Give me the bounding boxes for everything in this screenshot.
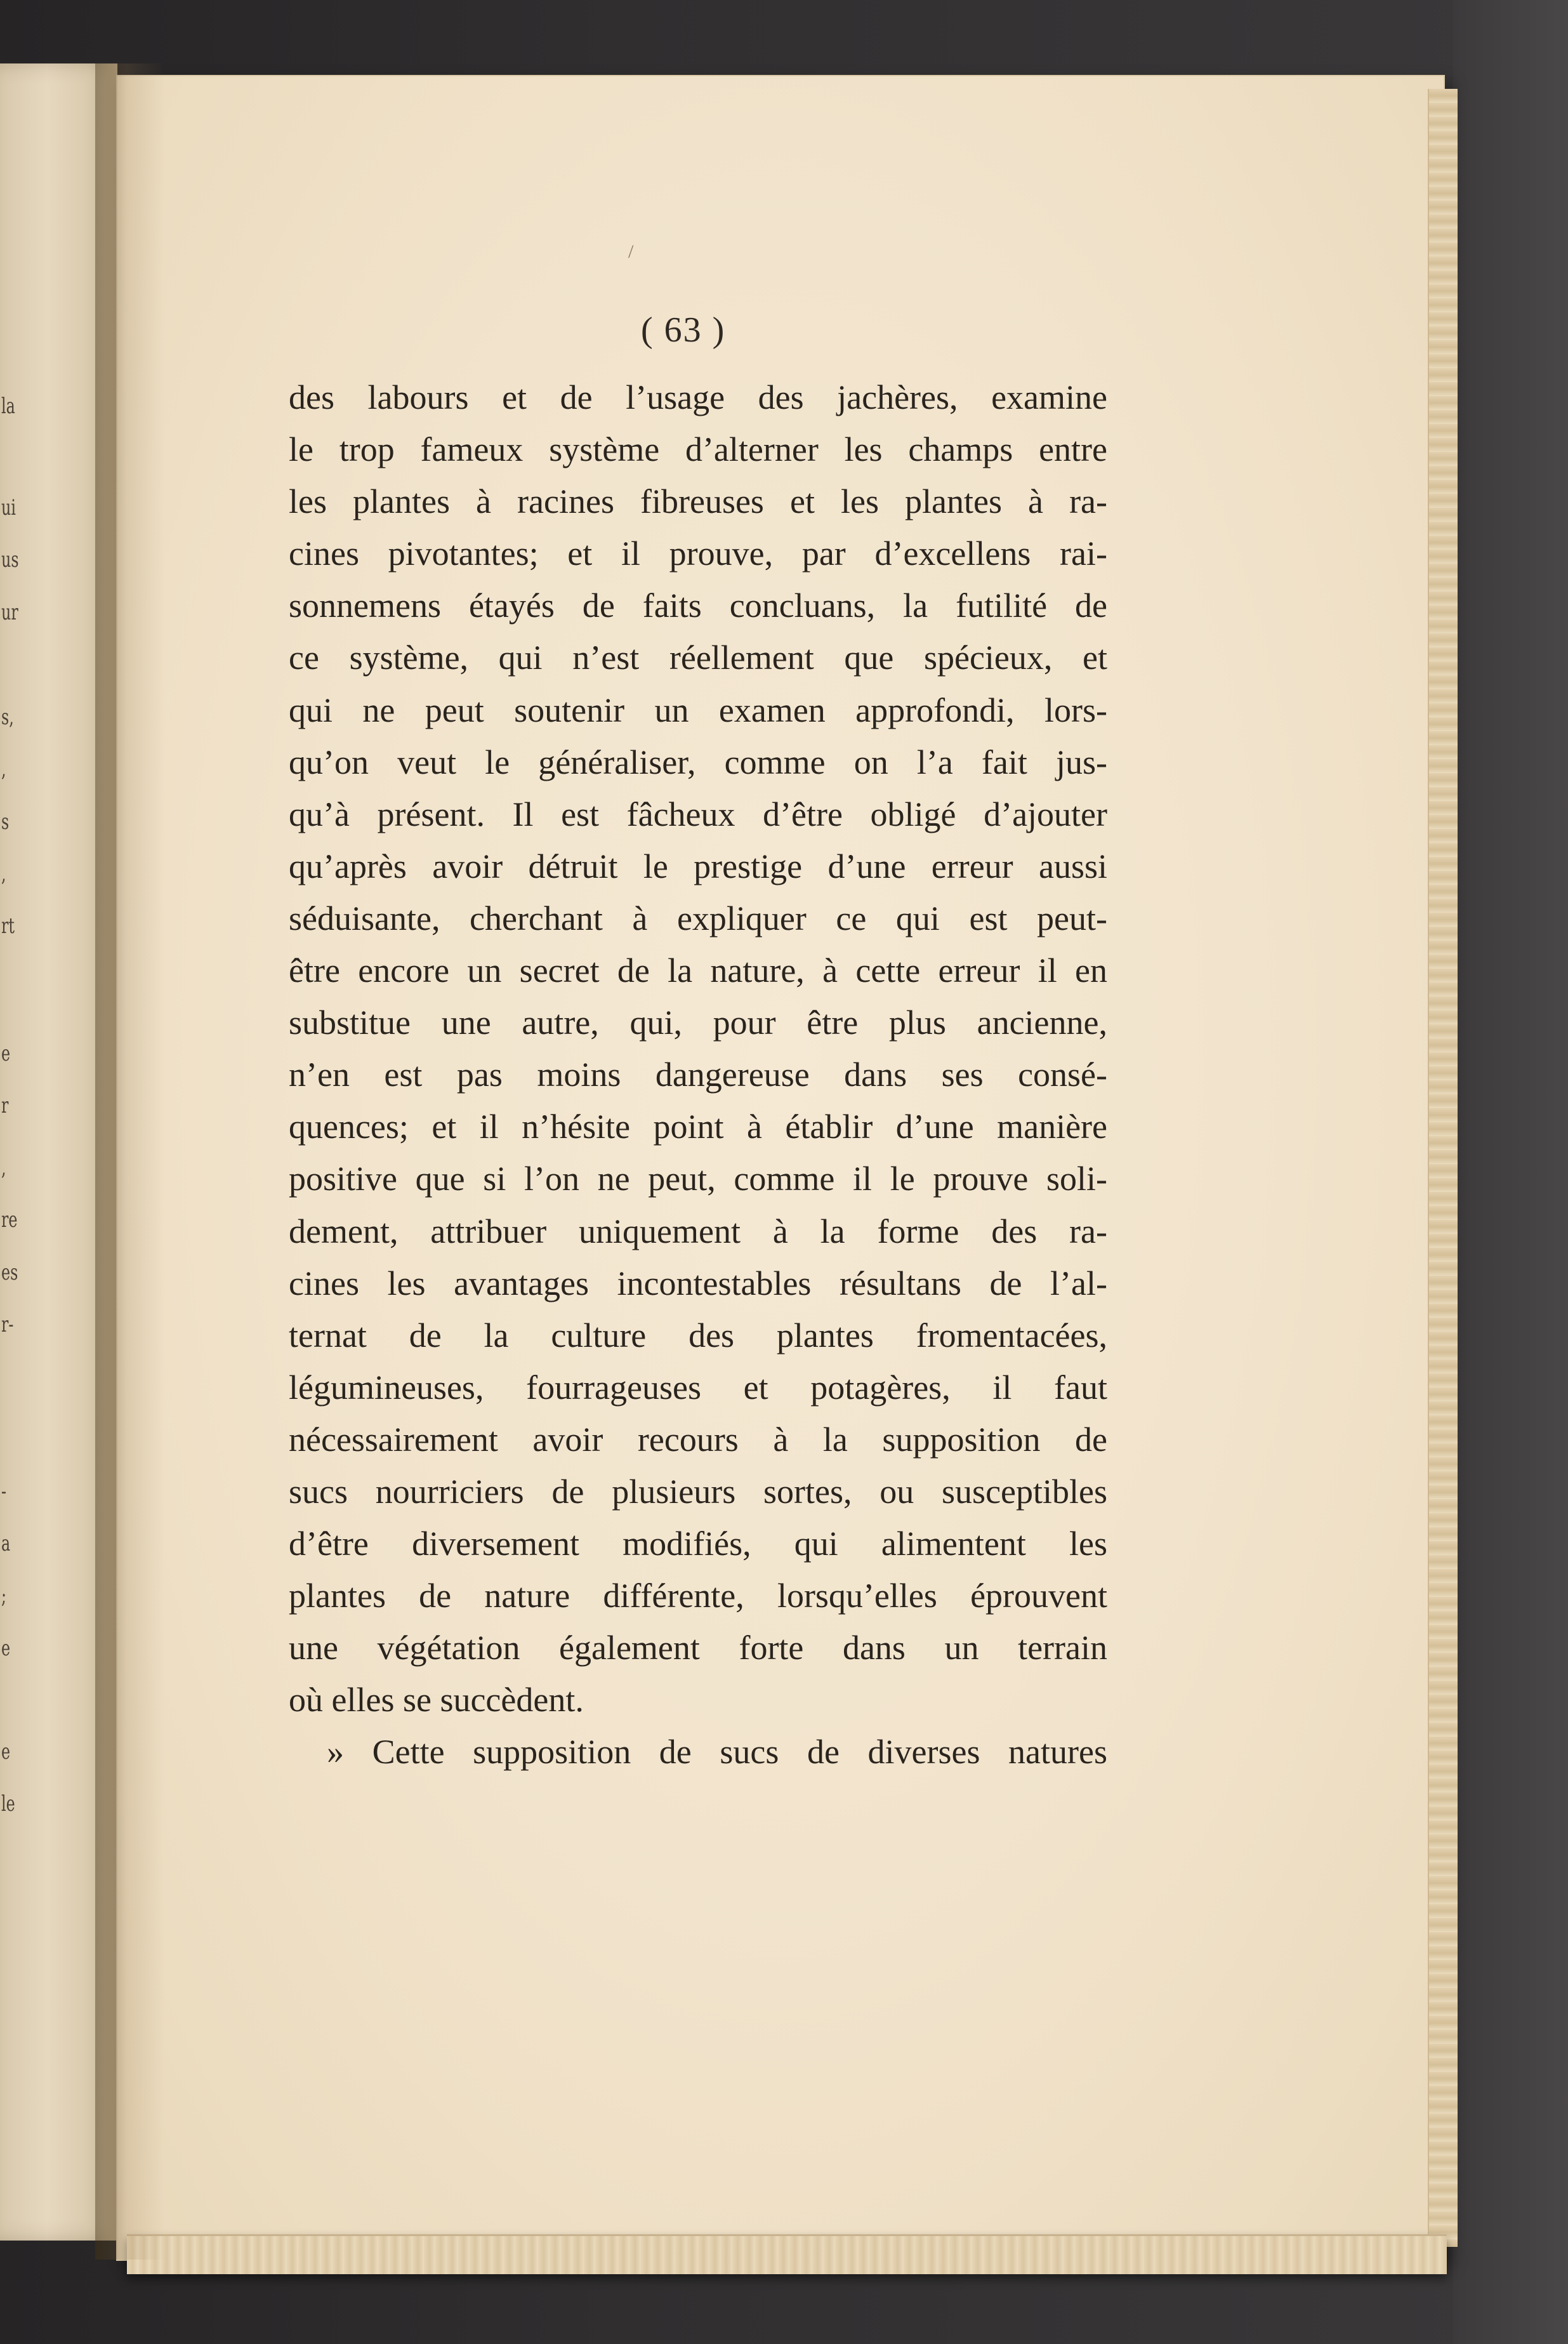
text-line: les plantes à racines fibreuses et les plantes à ra- bbox=[289, 482, 1107, 521]
text-line: substitue une autre, qui, pour être plus ancienne, bbox=[289, 1003, 1107, 1042]
left-page-fragment: r- bbox=[1, 1312, 14, 1337]
left-page-fragment: , bbox=[1, 861, 6, 887]
text-line: une végétation également forte dans un terrain bbox=[289, 1629, 1107, 1667]
text-line: qu’on veut le généraliser, comme on l’a fait jus- bbox=[289, 743, 1107, 781]
text-line: des labours et de l’usage des jachères, examine bbox=[289, 378, 1107, 416]
left-page-fragment: r bbox=[1, 1093, 9, 1118]
text-line: cines pivotantes; et il prouve, par d’excellens rai- bbox=[289, 534, 1107, 573]
text-line: plantes de nature différente, lorsqu’elles éprouvent bbox=[289, 1577, 1107, 1615]
left-page-fragment: s bbox=[1, 809, 10, 835]
left-page-fragment: s, bbox=[1, 705, 14, 730]
backdrop-cloth bbox=[1453, 0, 1568, 2344]
left-page-fragment: , bbox=[1, 757, 6, 782]
text-line: quences; et il n’hésite point à établir d’une manière bbox=[289, 1108, 1107, 1146]
left-page-fragment: e bbox=[1, 1041, 11, 1066]
gutter-shadow bbox=[95, 63, 165, 2260]
left-page-fragment: e bbox=[1, 1636, 11, 1661]
text-line: ce système, qui n’est réellement que spécieux, et bbox=[289, 639, 1107, 677]
text-line: le trop fameux système d’alterner les champs entre bbox=[289, 430, 1107, 469]
left-page-fragment: ur bbox=[1, 600, 18, 625]
left-page-fragment: us bbox=[1, 547, 19, 573]
text-line: ternat de la culture des plantes fromentacées, bbox=[289, 1316, 1107, 1354]
left-page-fragment: , bbox=[1, 1155, 6, 1181]
text-line: sucs nourriciers de plusieurs sortes, ou susceptibles bbox=[289, 1472, 1107, 1511]
page-number: ( 63 ) bbox=[641, 310, 726, 350]
page-fore-edge bbox=[1428, 89, 1458, 2247]
left-page-fragment: re bbox=[1, 1207, 18, 1233]
text-line: qu’après avoir détruit le prestige d’une erreur aussi bbox=[289, 847, 1107, 885]
text-line: être encore un secret de la nature, à cette erreur il en bbox=[289, 951, 1107, 990]
body-text bbox=[289, 371, 1107, 1778]
text-line: » Cette supposition de sucs de diverses natures bbox=[327, 1733, 1107, 1771]
left-page-fragment: ui bbox=[1, 495, 16, 520]
text-line: séduisante, cherchant à expliquer ce qui est peut- bbox=[289, 899, 1107, 937]
left-page-fragment: rt bbox=[1, 913, 15, 939]
left-page-fragment: e bbox=[1, 1739, 11, 1765]
text-line: dement, attribuer uniquement à la forme des ra- bbox=[289, 1212, 1107, 1250]
text-line: cines les avantages incontestables résultans de l’al- bbox=[289, 1264, 1107, 1302]
text-line: sonnemens étayés de faits concluans, la futilité de bbox=[289, 586, 1107, 625]
text-line: où elles se succèdent. bbox=[289, 1681, 584, 1719]
left-page-fragment: la bbox=[1, 394, 15, 419]
left-page-fragment: ; bbox=[1, 1584, 7, 1609]
left-page-fragment: le bbox=[1, 1791, 15, 1817]
left-page-fragment: es bbox=[1, 1260, 18, 1285]
paper-speck: / bbox=[628, 241, 634, 262]
text-line: légumineuses, fourrageuses et potagères, il faut bbox=[289, 1368, 1107, 1407]
text-line: d’être diversement modifiés, qui alimentent les bbox=[289, 1525, 1107, 1563]
text-line: qu’à présent. Il est fâcheux d’être obligé d’ajouter bbox=[289, 795, 1107, 833]
left-page-fragment: - bbox=[1, 1479, 7, 1504]
page-bottom-edge bbox=[127, 2234, 1447, 2274]
text-line: qui ne peut soutenir un examen approfondi, lors- bbox=[289, 691, 1107, 729]
text-line: positive que si l’on ne peut, comme il le prouve soli- bbox=[289, 1160, 1107, 1198]
left-page-fragment: a bbox=[1, 1531, 11, 1556]
text-line: n’en est pas moins dangereuse dans ses consé- bbox=[289, 1056, 1107, 1094]
text-line: nécessairement avoir recours à la supposition de bbox=[289, 1420, 1107, 1459]
